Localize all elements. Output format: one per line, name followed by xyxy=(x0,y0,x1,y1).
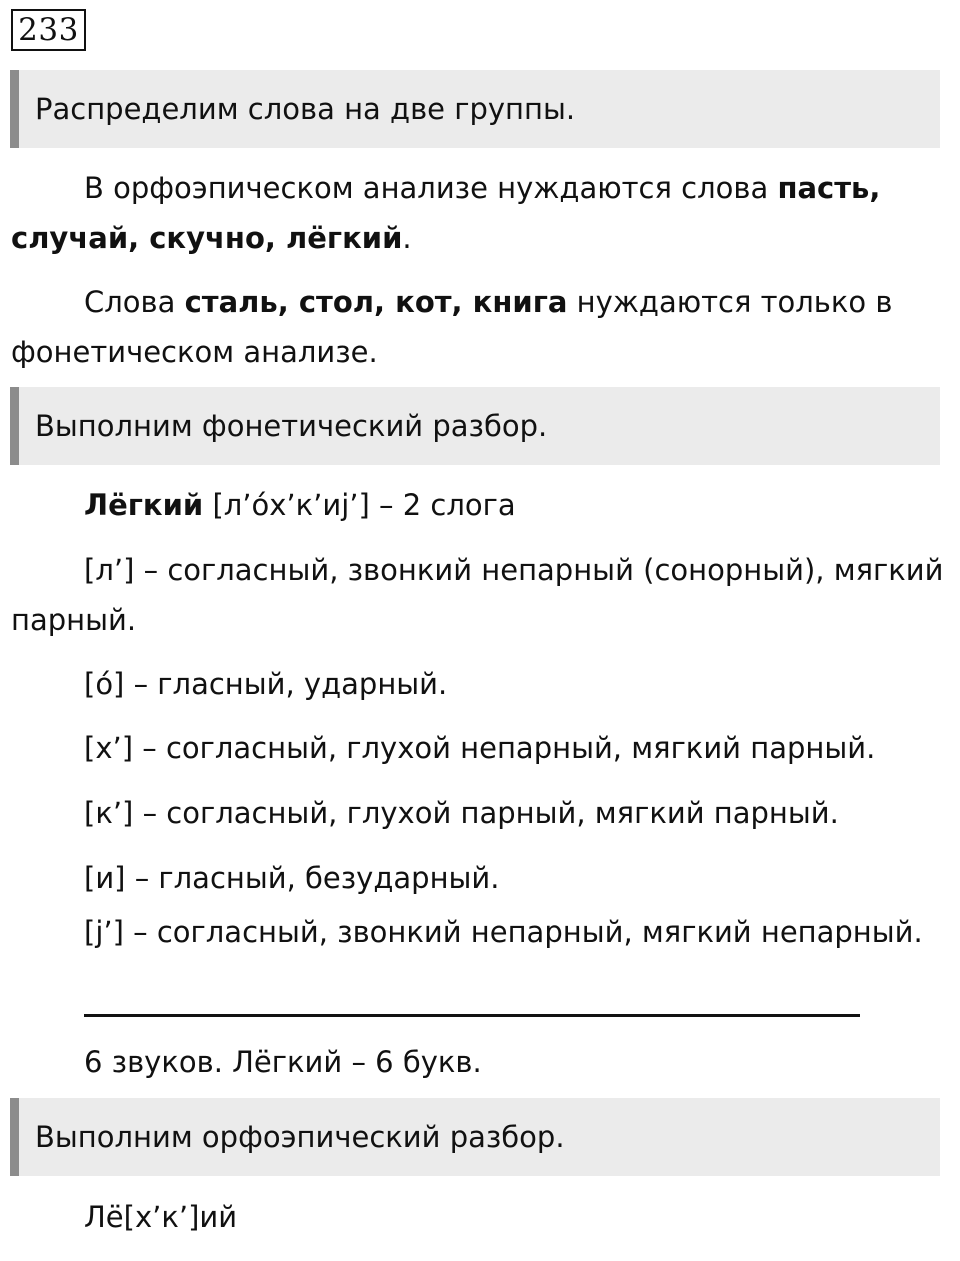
section-heading-groups: Распределим слова на две группы. xyxy=(10,70,940,148)
sound-letter-summary: 6 звуков. Лёгкий – 6 букв. xyxy=(84,1045,482,1079)
phonetic-intro-text: Слова xyxy=(84,285,185,319)
sound-line: [л’] – согласный, звонкий непарный (сонорный), мягкий xyxy=(84,553,944,587)
word-transcription xyxy=(84,485,516,525)
phonetic-words-line2: фонетическом анализе. xyxy=(11,335,378,369)
sound-line: [х’] – согласный, глухой непарный, мягкий парный. xyxy=(84,731,876,765)
sound-line: [j’] – согласный, звонкий непарный, мягкий непарный. xyxy=(84,915,923,949)
sound-line: [и] – гласный, безударный. xyxy=(84,861,500,895)
orthoepic-words-line2 xyxy=(11,218,412,258)
phonetic-words-paragraph xyxy=(84,282,892,322)
section-heading-orthoepic: Выполним орфоэпический разбор. xyxy=(10,1098,940,1176)
divider-line xyxy=(84,1014,860,1017)
sound-line: [к’] – согласный, глухой парный, мягкий парный. xyxy=(84,796,839,830)
orthoepic-intro-text: В орфоэпическом анализе нуждаются слова xyxy=(84,171,778,205)
phonetic-words-list: сталь, стол, кот, книга xyxy=(184,285,568,319)
analyzed-word: Лёгкий xyxy=(84,488,204,522)
sound-line: [о́] – гласный, ударный. xyxy=(84,667,448,701)
orthoepic-result: Лё[х’к’]ий xyxy=(84,1200,238,1234)
orthoepic-word-past: пасть, xyxy=(777,171,881,205)
orthoepic-words-list: случай, скучно, лёгкий xyxy=(11,221,403,255)
sound-line: парный. xyxy=(11,603,137,637)
phonetic-rest-text: нуждаются только в xyxy=(567,285,893,319)
orthoepic-words-paragraph xyxy=(84,168,880,208)
section-heading-phonetic: Выполним фонетический разбор. xyxy=(10,387,940,465)
orthoepic-period: . xyxy=(402,221,412,255)
task-number: 233 xyxy=(11,9,86,51)
transcription-text: [л’о́х’к’иj’] – 2 слога xyxy=(203,488,516,522)
